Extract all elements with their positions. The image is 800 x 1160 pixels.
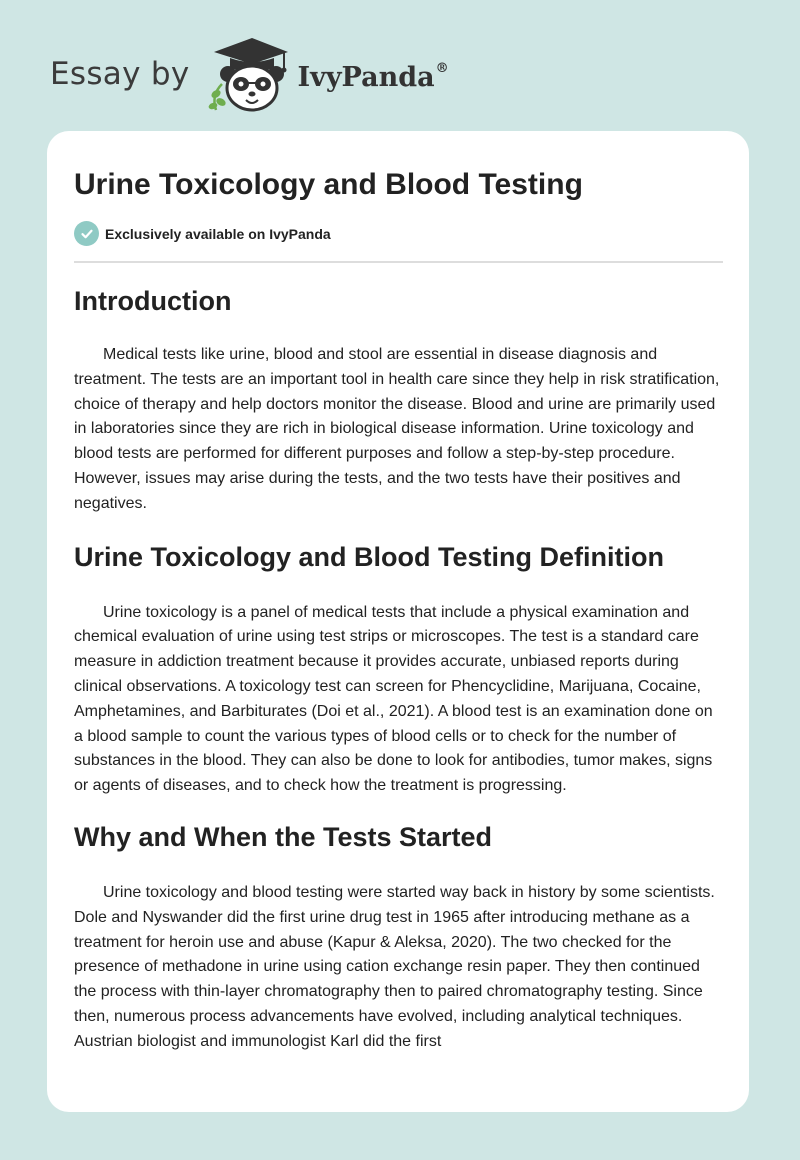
section-heading: Why and When the Tests Started xyxy=(74,821,493,852)
section-heading: Introduction xyxy=(74,286,232,316)
essay-by-label: Essay by xyxy=(50,56,190,92)
essay-body xyxy=(74,281,724,1055)
section-introduction xyxy=(74,281,724,517)
section-definition xyxy=(74,537,724,799)
title-divider xyxy=(74,261,723,263)
panda-logo-icon[interactable] xyxy=(204,34,294,114)
section-paragraph: Urine toxicology is a panel of medical tests that include a physical examination and chemical evaluation of urine using test strips or microscopes. The test is a standard care measure in addiction treatment because it provides accurate, unbiased reports during clinical observations. A toxicology test can screen for Phencyclidine, Marijuana, Cocaine, Amphetamines, and Barbiturates (Doi et al., 2021). A blood test is an examination done on a blood sample to count the various types of blood cells or to check for the number of substances in the blood. They can also be done to look for antibodies, tumor makes, signs or agents of diseases, and to check how the treatment is progressing. xyxy=(74,603,713,795)
registered-mark: ® xyxy=(435,60,449,76)
checkmark-icon xyxy=(74,221,99,246)
brand-name[interactable] xyxy=(298,62,449,93)
section-paragraph: Urine toxicology and blood testing were started way back in history by some scientists. Dole and Nyswander did the first urine drug test in 1965 after introducing methane as a treatment for heroin use and abuse (Kapur & Aleksa, 2020). The two checked for the presence of methadone in urine using cation exchange resin paper. They then continued the process with thin-layer chromatography then to paired chromatography testing. Since then, numerous process advancements have evolved, including analytical techniques. Austrian biologist and immunologist Karl did the first xyxy=(74,883,715,1050)
exclusive-badge-label: Exclusively available on IvyPanda xyxy=(105,225,331,242)
brand-name-text: IvyPanda xyxy=(297,61,435,93)
site-header xyxy=(50,34,449,114)
page-title: Urine Toxicology and Blood Testing xyxy=(74,168,583,201)
section-paragraph: Medical tests like urine, blood and stool are essential in disease diagnosis and treatment. The tests are an important tool in health care since they help in risk stratification, choice of therapy and help doctors monitor the disease. Blood and urine are primarily used in laboratories since they are rich in biological disease information. Urine toxicology and blood tests are performed for different purposes and follow a step-by-step procedure. However, issues may arise during the tests, and the two tests have their positives and negatives. xyxy=(74,346,720,512)
section-heading: Urine Toxicology and Blood Testing Definition xyxy=(74,541,664,572)
essay-card xyxy=(47,131,749,1112)
exclusive-badge xyxy=(74,221,331,246)
section-history xyxy=(74,817,724,1055)
